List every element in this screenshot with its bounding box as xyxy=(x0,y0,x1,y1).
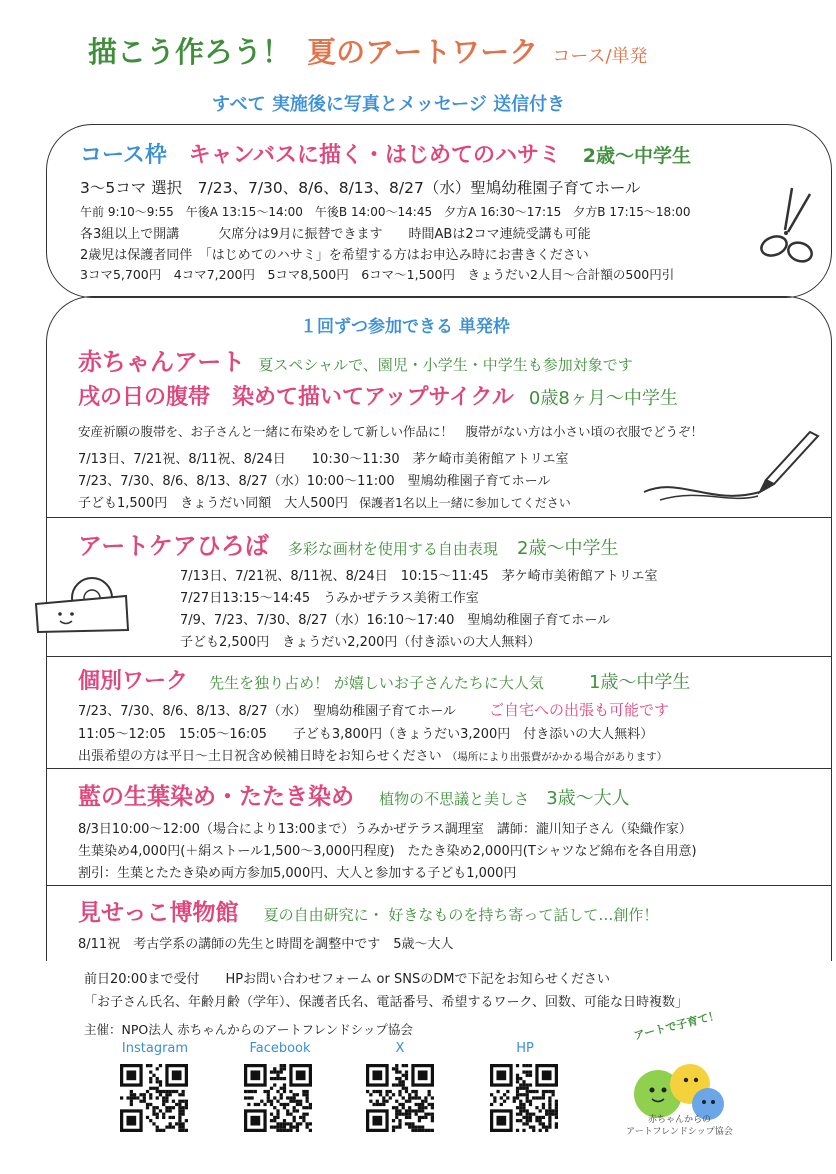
baby-art-title-2: 戌の日の腹帯 染めて描いてアップサイクル xyxy=(78,385,514,410)
baby-art-desc: 安産祈願の腹帯を、お子さんと一緒に布染めをして新しい作品に！ 腹帯がない方は小さい頃の衣服でどうぞ！ xyxy=(78,424,704,439)
course-times: 午前 9:10〜9:55 午後A 13:15〜14:00 午後B 14:00〜14:45 夕方A 16:30〜17:15 夕方B 17:15〜18:00 xyxy=(80,205,691,219)
indigo-subtitle: 植物の不思議と美しさ xyxy=(379,790,530,808)
logo-tagline: アートで子育て！ xyxy=(632,1008,721,1043)
course-heading xyxy=(80,138,691,169)
artcare-line-1: 7/13日、7/21祝、8/11祝、8/24日 10:15〜11:45 茅ケ崎市美術館アトリエ室 xyxy=(180,569,658,584)
indigo-line-1: 8/3日10:00〜12:00（場合により13:00まで）うみかぜテラス調理室 講師：瀧川知子さん（染織作家） xyxy=(78,822,692,837)
hp-qr-code-icon[interactable] xyxy=(490,1064,558,1132)
individual-line-2: 11:05〜12:05 15:05〜16:05 子ども3,800円（きょうだい3,200円 付き添いの大人無料） xyxy=(78,727,654,742)
page-title xyxy=(88,30,648,71)
scissors-icon xyxy=(752,184,822,266)
artcare-age: 2歳〜中学生 xyxy=(517,538,619,559)
artcare-line-2: 7/27日13:15〜14:45 うみかぜテラス美術工作室 xyxy=(180,591,479,606)
apply-info-1: 前日20:00まで受付 HPお問い合わせフォーム or SNSのDMで下記をお知らせください xyxy=(84,972,611,987)
separator-1 xyxy=(46,517,832,518)
individual-line-3-row xyxy=(78,745,667,764)
baby-art-price-note: 保護者1名以上一緒に参加してください xyxy=(359,496,571,510)
individual-line-3-note: （場所により出張費がかかる場合があります） xyxy=(446,751,668,763)
individual-highlight: ご自宅への出張も可能です xyxy=(489,701,670,719)
museum-subtitle: 夏の自由研究に・ 好きなものを持ち寄って話して…創作！ xyxy=(263,906,659,924)
artcare-line-3: 7/9、7/23、7/30、8/27（水）16:10〜17:40 聖鳩幼稚園子育てホール xyxy=(180,613,611,628)
artcare-heading xyxy=(78,526,618,561)
separator-2 xyxy=(46,656,832,657)
title-orange: 夏のアートワーク xyxy=(307,35,539,69)
individual-age: 1歳〜中学生 xyxy=(588,672,691,693)
baby-art-subtitle: 夏スペシャルで、園児・小学生・中学生も参加対象です xyxy=(258,356,633,374)
separator-4 xyxy=(46,885,832,886)
course-label: コース枠 xyxy=(80,143,167,168)
individual-heading xyxy=(78,664,690,695)
hp-label: HP xyxy=(516,1041,534,1056)
facebook-label: Facebook xyxy=(249,1041,311,1056)
title-green: 描こう作ろう！ xyxy=(88,35,292,69)
organizer: 主催：NPO法人 赤ちゃんからのアートフレンドシップ協会 xyxy=(84,1022,413,1037)
course-schedule: 3〜5コマ 選択 7/23、7/30、8/6、8/13、8/27（水）聖鳩幼稚園子育てホール xyxy=(80,179,641,197)
baby-art-price: 子ども1,500円 きょうだい同額 大人500円 xyxy=(78,496,349,511)
museum-title: 見せっこ博物館 xyxy=(78,900,239,926)
instagram-label: Instagram xyxy=(121,1041,189,1056)
individual-title: 個別ワーク xyxy=(78,669,189,694)
course-age: 2歳〜中学生 xyxy=(582,145,691,167)
baby-art-heading xyxy=(78,342,633,377)
artcare-price: 子ども2,500円 きょうだい2,200円（付き添いの大人無料） xyxy=(180,635,541,650)
baby-art-line-2: 7/23、7/30、8/6、8/13、8/27（水）10:00〜11:00 聖鳩幼稚園子育てホール xyxy=(78,474,551,489)
course-note-2: 2歳児は保護者同伴 「はじめてのハサミ」を希望する方はお申込み時にお書きください xyxy=(80,248,589,263)
title-suffix: コース/単発 xyxy=(552,46,648,67)
facebook-qr-code-icon[interactable] xyxy=(244,1064,312,1132)
course-note-1: 各3組以上で開講 欠席分は9月に振替できます 時間ABは2コマ連続受講も可能 xyxy=(80,227,591,242)
baby-art-line-1: 7/13日、7/21祝、8/11祝、8/24日 10:30〜11:30 茅ケ崎市美術館アトリエ室 xyxy=(78,452,569,467)
tape-dispenser-icon xyxy=(30,574,134,636)
course-title: キャンバスに描く・はじめてのハサミ xyxy=(188,143,562,168)
museum-line-1: 8/11祝 考古学系の講師の先生と時間を調整中です 5歳〜大人 xyxy=(78,937,454,952)
logo-name-2: アートフレンドシップ協会 xyxy=(626,1127,733,1137)
museum-heading xyxy=(78,894,658,927)
baby-art-price-line xyxy=(78,492,571,511)
indigo-line-3: 割引：生葉とたたき染め両方参加5,000円、大人と参加する子ども1,000円 xyxy=(78,866,517,881)
baby-art-age: 0歳8ヶ月〜中学生 xyxy=(528,388,678,409)
individual-line-1: 7/23、7/30、8/6、8/13、8/27（水） 聖鳩幼稚園子育てホール xyxy=(78,704,456,719)
individual-line-1-row xyxy=(78,699,669,720)
brush-icon xyxy=(640,426,830,508)
indigo-age: 3歳〜大人 xyxy=(546,788,630,809)
single-header: １回ずつ参加できる 単発枠 xyxy=(300,317,510,337)
individual-subtitle: 先生を独り占め！ が嬉しいお子さんたちに大人気 xyxy=(209,674,544,692)
indigo-heading xyxy=(78,778,630,811)
individual-line-3: 出張希望の方は平日〜土日祝含め候補日時をお知らせください xyxy=(78,749,442,764)
logo-name-1: 赤ちゃんからの xyxy=(648,1115,712,1125)
indigo-title: 藍の生葉染め・たたき染め xyxy=(78,784,354,810)
course-price: 3コマ5,700円 4コマ7,200円 5コマ8,500円 6コマ〜1,500円 きょうだい2人目〜合計額の500円引 xyxy=(80,267,675,282)
page-subtitle: すべて 実施後に写真とメッセージ 送信付き xyxy=(212,94,566,115)
x-qr-code-icon[interactable] xyxy=(366,1064,434,1132)
indigo-line-2: 生葉染め4,000円(＋絹ストール1,500〜3,000円程度) たたき染め2,000円(Tシャツなど綿布を各自用意) xyxy=(78,844,697,859)
instagram-qr-code-icon[interactable] xyxy=(120,1064,188,1132)
baby-art-heading-2 xyxy=(78,380,678,411)
x-label: X xyxy=(395,1041,405,1056)
artcare-subtitle: 多彩な画材を使用する自由表現 xyxy=(287,540,498,558)
apply-info-2: 「お子さん氏名、年齢月齢（学年）、保護者氏名、電話番号、希望するワーク、回数、可能な日時複数」 xyxy=(84,995,688,1010)
separator-3 xyxy=(46,768,832,769)
artcare-title: アートケアひろば xyxy=(78,532,269,560)
baby-art-title: 赤ちゃんアート xyxy=(78,348,246,376)
